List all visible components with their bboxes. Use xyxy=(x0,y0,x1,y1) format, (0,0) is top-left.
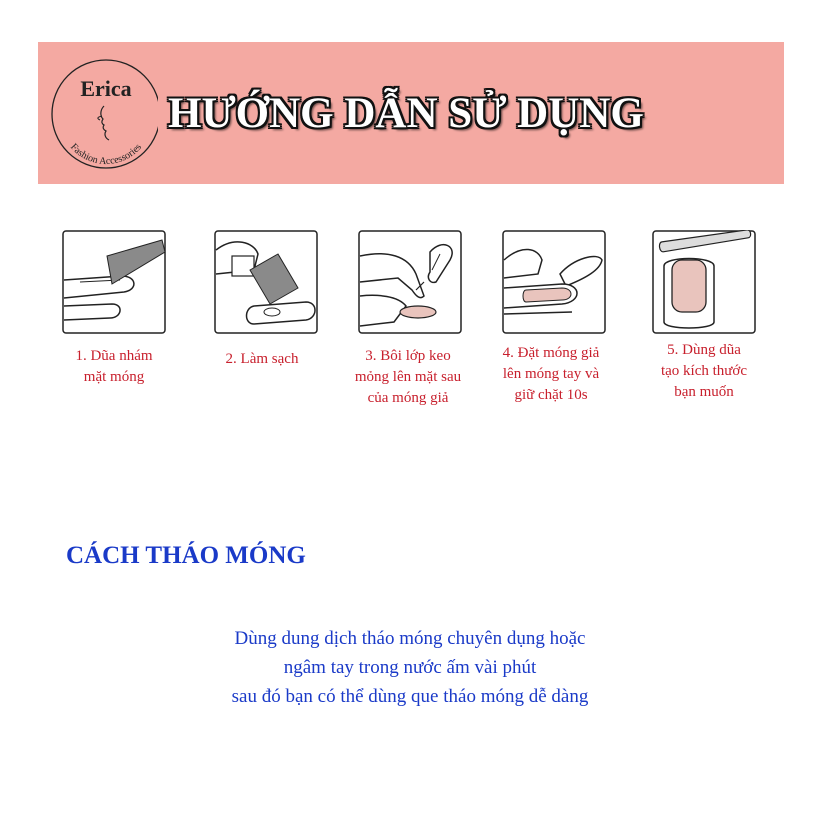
step-3-label: 3. Bôi lớp keo mỏng lên mặt sau của móng giả xyxy=(354,348,462,406)
press-nail-icon xyxy=(502,230,606,334)
step-4-illustration xyxy=(502,230,606,334)
page-title: HƯỚNG DẪN SỬ DỤNG xyxy=(168,90,644,137)
removal-title: CÁCH THÁO MÓNG xyxy=(66,542,306,569)
shape-nail-icon xyxy=(652,230,756,334)
step-1-illustration xyxy=(62,230,166,334)
logo-brand: Erica xyxy=(80,76,132,101)
brand-logo xyxy=(46,44,158,176)
step-3-illustration xyxy=(358,230,462,334)
nail-clean-icon xyxy=(214,230,318,334)
step-4-label: 4. Đặt móng giả lên móng tay và giữ chặt 10s xyxy=(502,345,600,403)
removal-instructions: Dùng dung dịch tháo móng chuyên dụng hoặc ngâm tay trong nước ấm vài phút sau đó bạn có thể dùng que tháo móng dễ dàng xyxy=(231,628,589,707)
step-5-label: 5. Dùng dũa tạo kích thước bạn muốn xyxy=(660,342,748,400)
step-5-illustration xyxy=(652,230,756,334)
step-2-illustration xyxy=(214,230,318,334)
logo-tagline: Fashion Accessories xyxy=(68,141,144,168)
step-2-label: 2. Làm sạch xyxy=(225,351,299,367)
svg-text:Fashion Accessories xyxy=(68,142,144,168)
nail-file-icon xyxy=(62,230,166,334)
step-1-label: 1. Dũa nhám mặt móng xyxy=(75,348,153,385)
erica-logo-icon xyxy=(46,44,158,176)
glue-apply-icon xyxy=(358,230,462,334)
